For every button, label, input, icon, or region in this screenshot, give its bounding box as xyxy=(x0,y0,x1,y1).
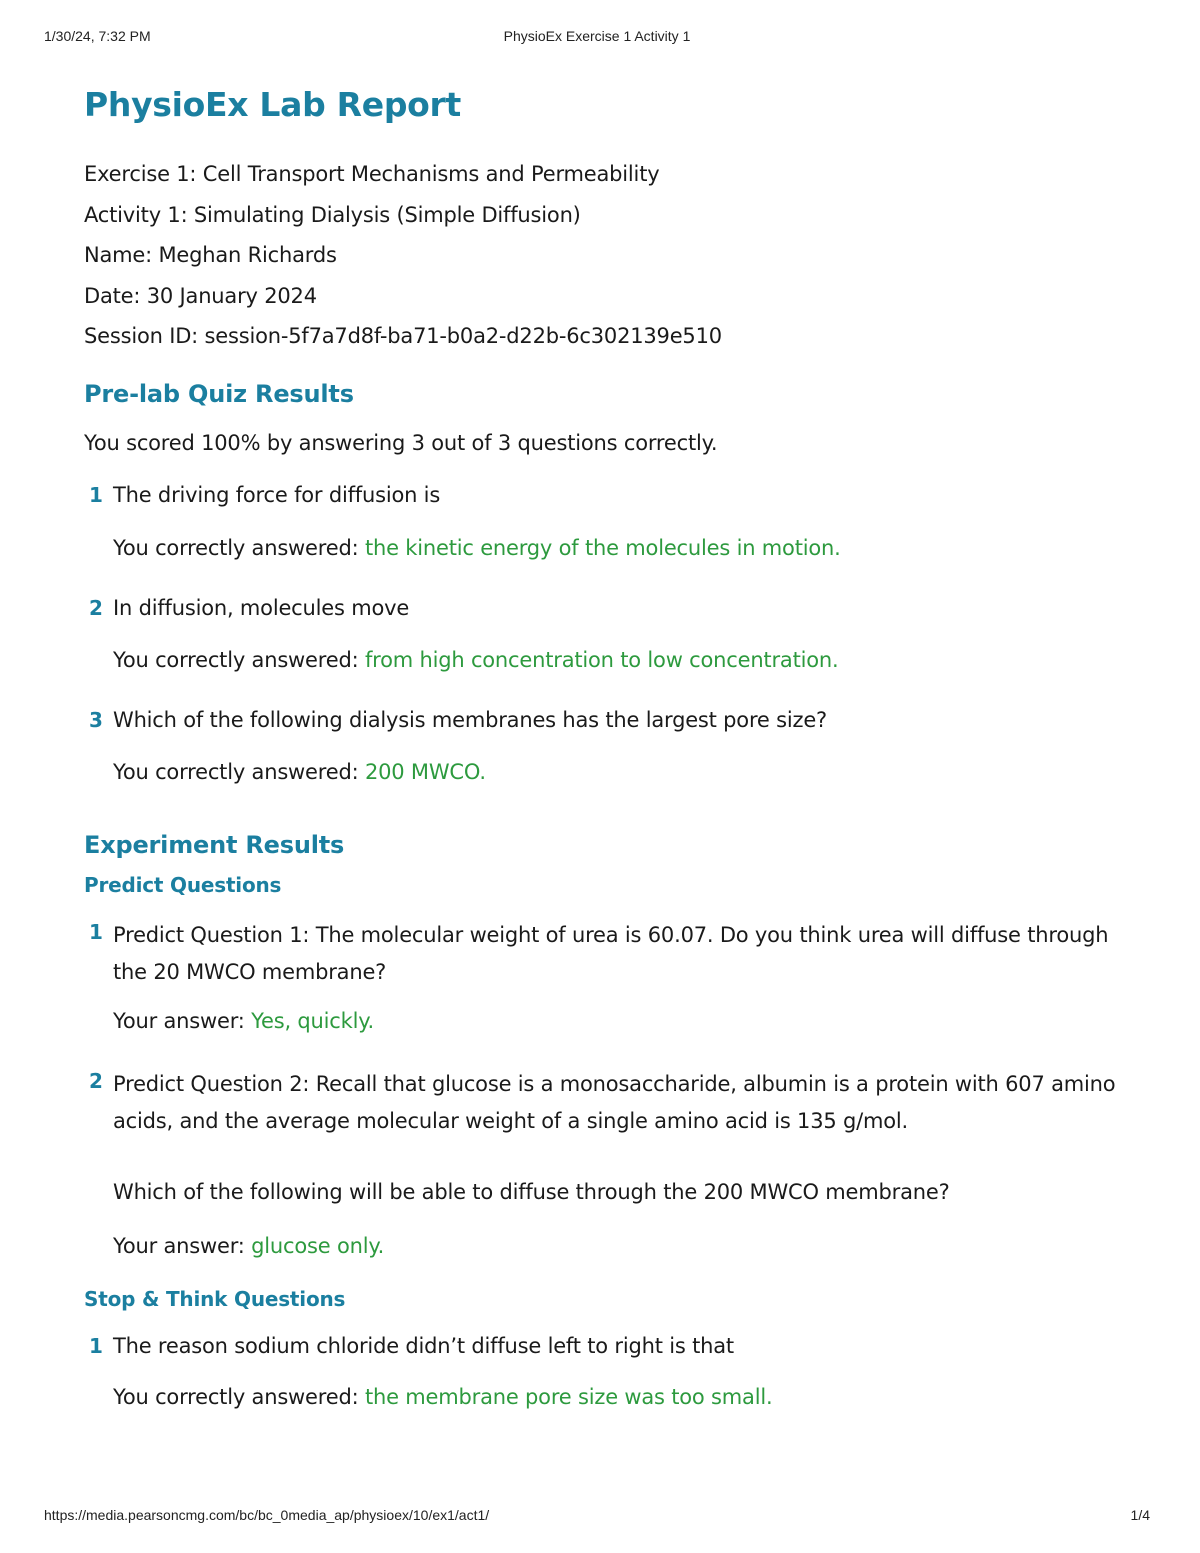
prelab-question-1 xyxy=(84,480,1124,563)
print-page-number: 1/4 xyxy=(1130,1507,1150,1523)
date-line: Date: 30 January 2024 xyxy=(84,283,317,308)
experiment-heading: Experiment Results xyxy=(84,830,345,859)
activity-line: Activity 1: Simulating Dialysis (Simple Diffusion) xyxy=(84,202,581,227)
name-line: Name: Meghan Richards xyxy=(84,243,337,267)
question-text: Which of the following dialysis membranes has the largest pore size? xyxy=(113,707,827,732)
print-header xyxy=(44,28,1150,48)
prelab-question-3 xyxy=(84,705,1124,787)
prelab-heading: Pre-lab Quiz Results xyxy=(84,379,354,408)
stop-question-1 xyxy=(84,1331,1124,1412)
answer-prefix: You correctly answered: xyxy=(113,647,359,672)
exercise-line: Exercise 1: Cell Transport Mechanisms and Permeability xyxy=(84,162,660,186)
question-answer xyxy=(113,1231,1124,1261)
question-text: The reason sodium chloride didn’t diffuse left to right is that xyxy=(113,1333,734,1358)
prelab-question-2 xyxy=(84,593,1124,675)
predict-heading: Predict Questions xyxy=(84,872,282,897)
print-footer xyxy=(44,1507,1150,1527)
answer-value: Yes, quickly. xyxy=(251,1008,374,1033)
answer-prefix: You correctly answered: xyxy=(113,535,359,560)
answer-prefix: Your answer: xyxy=(113,1008,245,1033)
question-number: 2 xyxy=(89,1068,103,1093)
answer-value: the kinetic energy of the molecules in motion. xyxy=(364,535,841,560)
question-number: 1 xyxy=(89,482,103,507)
question-answer xyxy=(113,757,1124,787)
question-text: Predict Question 1: The molecular weight of urea is 60.07. Do you think urea will diffuse through the 20 MWCO membrane? xyxy=(113,922,1109,984)
question-number: 3 xyxy=(89,707,103,732)
answer-prefix: Your answer: xyxy=(113,1233,245,1258)
prelab-score: You scored 100% by answering 3 out of 3 questions correctly. xyxy=(84,430,718,455)
question-number: 1 xyxy=(89,1333,103,1358)
predict-question-1 xyxy=(84,917,1124,1036)
print-doc-title: PhysioEx Exercise 1 Activity 1 xyxy=(503,28,691,44)
question-text: The driving force for diffusion is xyxy=(113,482,441,507)
question-answer xyxy=(113,1006,1124,1036)
question-answer xyxy=(113,533,1124,563)
answer-value: 200 MWCO. xyxy=(364,759,486,784)
report-title: PhysioEx Lab Report xyxy=(84,85,461,124)
question-number: 2 xyxy=(89,595,103,620)
question-number: 1 xyxy=(89,919,103,944)
answer-prefix: You correctly answered: xyxy=(113,1384,359,1409)
answer-value: the membrane pore size was too small. xyxy=(364,1384,773,1409)
question-text-followup: Which of the following will be able to diffuse through the 200 MWCO membrane? xyxy=(113,1179,950,1204)
session-line: Session ID: session-5f7a7d8f-ba71-b0a2-d22b-6c302139e510 xyxy=(84,324,722,348)
question-text: In diffusion, molecules move xyxy=(113,595,410,620)
print-url[interactable]: https://media.pearsoncmg.com/bc/bc_0media_ap/physioex/10/ex1/act1/ xyxy=(44,1507,490,1523)
report-content xyxy=(84,82,1124,1412)
predict-question-2 xyxy=(84,1066,1124,1261)
print-datetime: 1/30/24, 7:32 PM xyxy=(44,28,151,44)
question-text: Predict Question 2: Recall that glucose is a monosaccharide, albumin is a protein with 607 amino acids, and the average molecular weight of a single amino acid is 135 g/mol. xyxy=(113,1071,1116,1133)
answer-value: from high concentration to low concentration. xyxy=(364,647,839,672)
question-answer xyxy=(113,645,1124,675)
answer-prefix: You correctly answered: xyxy=(113,759,359,784)
stop-think-heading: Stop & Think Questions xyxy=(84,1286,346,1311)
question-answer xyxy=(113,1382,1124,1412)
answer-value: glucose only. xyxy=(251,1233,385,1258)
report-meta xyxy=(84,154,1124,357)
